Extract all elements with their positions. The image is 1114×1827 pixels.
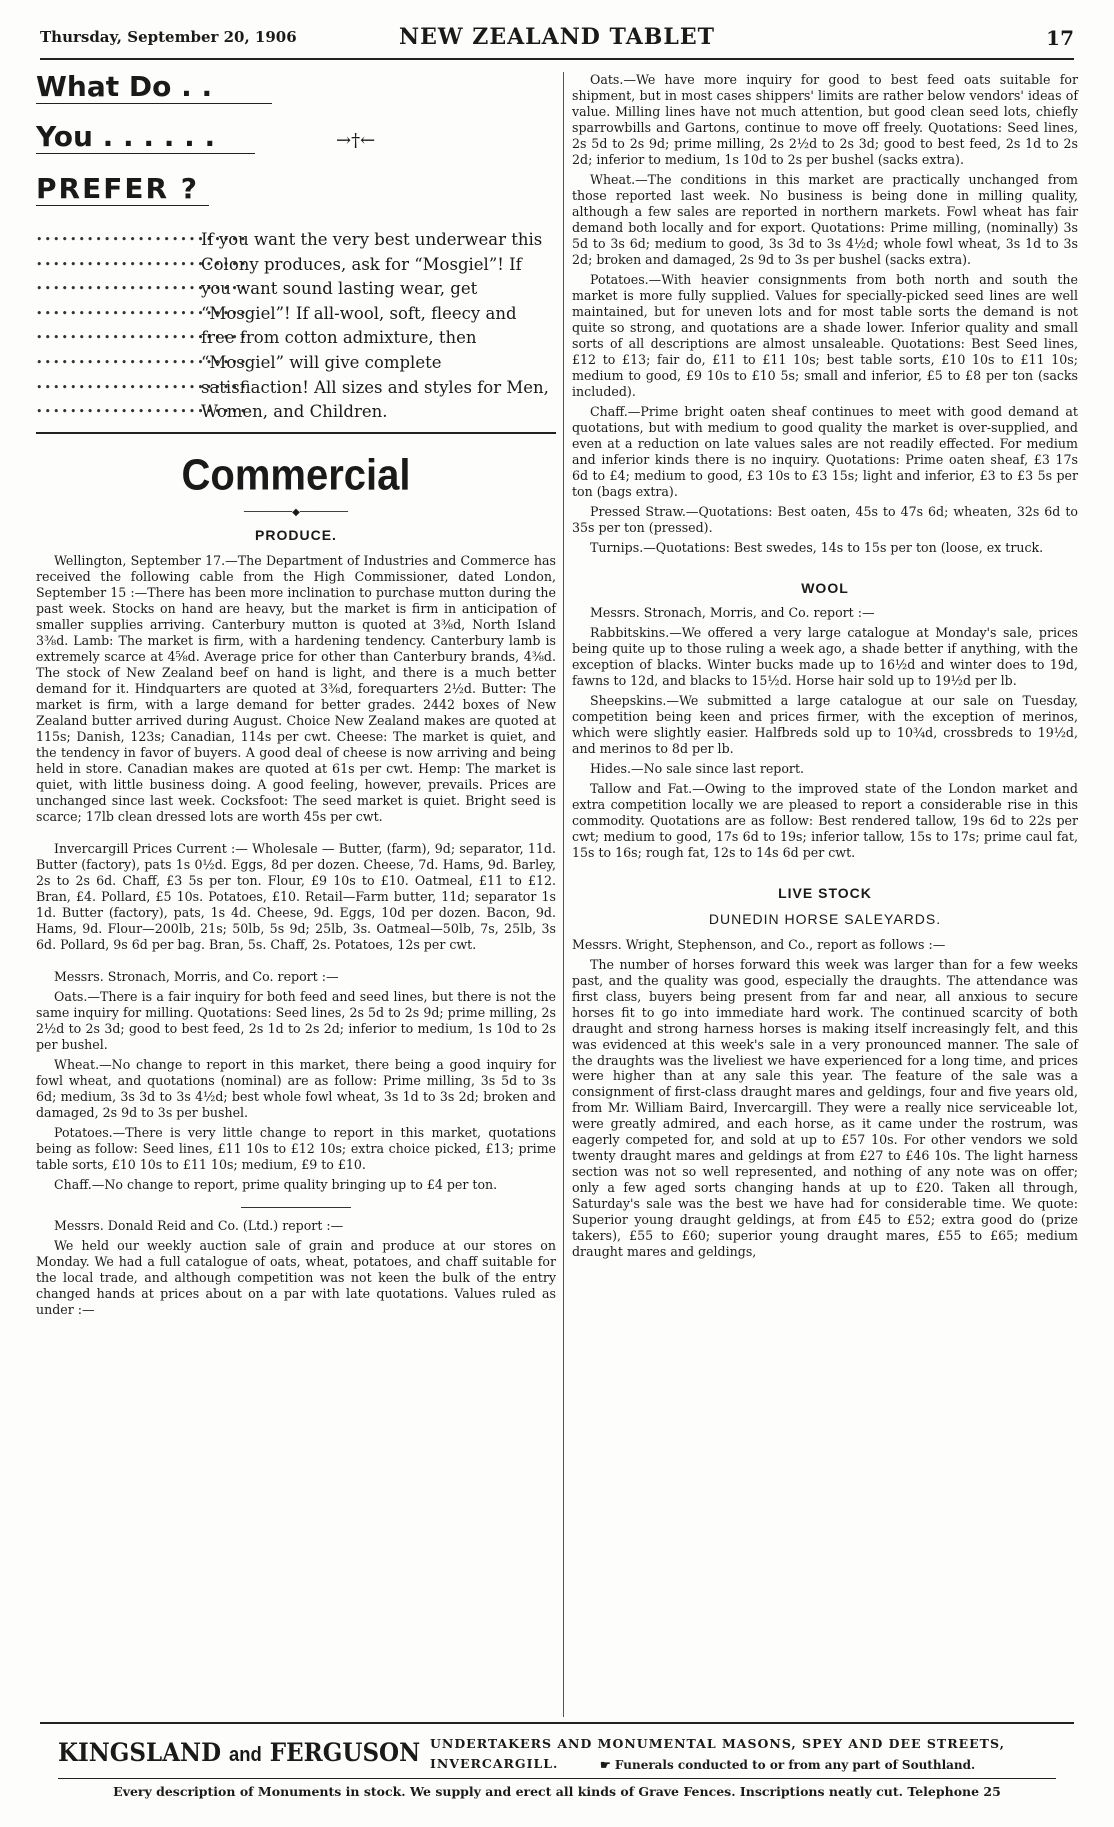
paragraph: Tallow and Fat.—Owing to the improved state of the London market and extra competition locally we are pleased to report a considerable rise in this commodity. Quotations are as follow: Best rendered tallow, 19s 6d to 22s per cwt; medium to good, 17s 6d to 19s; inferior tallow, 15s to 17s; prime caul fat, 15s to 16s; rough fat, 12s to 14s 6d per cwt.	[572, 781, 1078, 861]
advert-line-3: PREFER ?	[36, 174, 209, 206]
footer-bottom-line: Every description of Monuments in stock. We supply and erect all kinds of Grave Fences. Inscriptions neatly cut. Telephone 25	[113, 1784, 1001, 1799]
paragraph: Chaff.—Prime bright oaten sheaf continues to meet with good demand at quotations, but with medium to good quality the market is over-supplied, and even at a reduction on late values sales are not readily effected. For medium and inferior kinds there is no inquiry. Quotations: Prime oaten sheaf, £3 17s 6d to £4; medium to good, £3 10s to £3 15s; light and inferior, £3 to £3 5s per ton (bags extra).	[572, 403, 1078, 499]
paragraph: Oats.—There is a fair inquiry for both feed and seed lines, but there is not the same inquiry for milling. Quotations: Seed lines, 2s 5d to 2s 9d; prime milling, 2s 2½d to 2s 3d; good to best feed, 2s 1d to 2s 2d; inferior to medium, 1s 10d to 2s per bushel.	[36, 988, 556, 1052]
paragraph: We held our weekly auction sale of grain and produce at our stores on Monday. We had a full catalogue of oats, wheat, potatoes, and chaff suitable for the local trade, and although competition was not keen the bulk of the entry changed hands at prices about on a par with late quotations. Values ruled as under :—	[36, 1237, 556, 1317]
advert-line-2: You . . . . . .	[36, 122, 255, 154]
paragraph: Messrs. Stronach, Morris, and Co. report :—	[54, 968, 339, 984]
footer-services: UNDERTAKERS AND MONUMENTAL MASONS, SPEY AND DEE STREETS,	[430, 1736, 1005, 1751]
paragraph: Hides.—No sale since last report.	[590, 761, 805, 777]
footer-advert	[40, 1722, 1074, 1814]
footer-funerals: ☛ Funerals conducted to or from any part of Southland.	[600, 1758, 976, 1772]
dot-leader: •••••••••••••••••••••••••	[36, 282, 249, 296]
paragraph: Messrs. Wright, Stephenson, and Co., report as follows :—	[572, 936, 946, 952]
left-column	[36, 72, 556, 1322]
header-page-number: 17	[1046, 26, 1074, 50]
advert-dot-leaders	[36, 228, 249, 425]
live-stock-heading: LIVE STOCK	[778, 885, 872, 902]
paragraph: The number of horses forward this week was larger than for a few weeks past, and the quality was good, especially the draughts. The attendance was first class, buyers being present from far and near, all anxious to secure horses fit to go into immediate hard work. The continued scarcity of both draught and strong harness horses is making itself increasingly felt, and this was evidenced at this week's sale in a very pronounced manner. The sale of the draughts was the liveliest we have experienced for a long time, and prices were higher than at any sale this year. The feature of the sale was a consignment of first-class draught mares and geldings, four and five years old, from Mr. William Baird, Invercargill. They were a really nice serviceable lot, were greatly admired, and each horse, as it came under the rostrum, was eagerly competed for, and sold at up to £57 10s. For other vendors we sold twenty draught mares and geldings at from £27 to £46 10s. The light harness section was not so well represented, and nothing of any note was on offer; only a few aged sorts changing hands at up to £20. Taken all through, Saturday's sale was the best we have had for considerable time. We quote: Superior young draught geldings, at from £45 to £52; extra good do (prize takers), £55 to £60; superior young draught mares, £55 to £65; medium draught mares and geldings,	[572, 956, 1078, 1260]
brand-name-b: FERGUSON	[269, 1738, 421, 1767]
paragraph: Messrs. Stronach, Morris, and Co. report :—	[590, 605, 875, 621]
saleyards-heading: DUNEDIN HORSE SALEYARDS.	[708, 910, 942, 927]
paragraph: Wellington, September 17.—The Department of Industries and Commerce has received the following cable from the High Commissioner, dated London, September 15 :—There has been more inclination to purchase mutton during the past week. Stocks on hand are heavy, but the market is firm in anticipation of smaller supplies arriving. Canterbury mutton is quoted at 3⅜d, North Island 3⅜d. Lamb: The market is firm, with a hardening tendency. Canterbury lamb is extremely scarce at 4⅝d. Average price for other than Canterbury brands, 4⅜d. The stock of New Zealand beef on hand is light, and there is a much better demand for it. Hindquarters are quoted at 3⅜d, forequarters 2½d. Butter: The market is firm, with a large demand for better grades. 2442 boxes of New Zealand butter arrived during August. Choice New Zealand makes are quoted at 115s; Danish, 123s; Canadian, 114s per cwt. Cheese: The market is quiet, and the tendency in favor of buyers. A good deal of cheese is now arriving and being held in store. Canadian makes are quoted at 61s per cwt. Hemp: The market is quiet, with little business doing. A good feeling, however, prevails. Prices are unchanged since last week. Cocksfoot: The seed market is quiet. Bright seed is scarce; 17lb clean dressed lots are worth 45s per cwt.	[36, 553, 556, 824]
footer-town: INVERCARGILL.	[430, 1756, 559, 1771]
advert-line-1: What Do . .	[36, 72, 272, 104]
paragraph: Invercargill Prices Current :— Wholesale — Butter, (farm), 9d; separator, 11d. Butter (factory), pats 1s 0½d. Eggs, 8d per dozen. Cheese, 7d. Hams, 9d. Barley, 2s to 2s 6d. Chaff, £3 5s per ton. Flour, £9 10s to £10. Oatmeal, £11 to £12. Bran, £4. Pollard, £5 10s. Potatoes, £10. Retail—Farm butter, 11d; separator 1s 1d. Butter (factory), pats, 1s 4d. Cheese, 9d. Eggs, 10d per dozen. Bacon, 9d. Hams, 9d. Flour—200lb, 21s; 50lb, 5s 9d; 25lb, 3s. Oatmeal—50lb, 7s, 25lb, 3s 6d. Pollard, 9s 6d per bag. Bran, 5s. Chaff, 2s. Potatoes, 12s per cwt.	[36, 840, 556, 952]
divider	[241, 1207, 351, 1208]
paragraph: Wheat.—No change to report in this market, there being a good inquiry for fowl wheat, and quotations (nominal) are as follow: Prime milling, 3s 5d to 3s 6d; medium, 3s 3d to 3s 4½d; best whole fowl wheat, 3s 1d to 3s 2d; broken and damaged, 2s 9d to 3s per bushel.	[36, 1056, 556, 1120]
footer-rule	[58, 1778, 1056, 1779]
dot-leader: •••••••••••••••••••••••••	[36, 405, 249, 419]
dot-leader: •••••••••••••••••••••••••	[36, 355, 249, 369]
produce-heading: PRODUCE.	[255, 527, 337, 544]
paragraph: Pressed Straw.—Quotations: Best oaten, 45s to 47s 6d; wheaten, 32s 6d to 35s per ton (pressed).	[572, 503, 1078, 535]
column-divider	[563, 72, 564, 1717]
paragraph: Sheepskins.—We submitted a large catalogue at our sale on Tuesday, competition being keen and prices firmer, with the exception of merinos, which were slightly easier. Halfbreds sold up to 10¾d, crossbreds to 19½d, and merinos to 8d per lb.	[572, 693, 1078, 757]
header-date: Thursday, September 20, 1906	[40, 28, 297, 46]
header-title: NEW ZEALAND TABLET	[399, 24, 715, 50]
wool-heading: WOOL	[801, 579, 849, 596]
paragraph: Chaff.—No change to report, prime quality bringing up to £4 per ton.	[54, 1176, 498, 1192]
advert-body: If you want the very best underwear this Colony produces, ask for “Mosgiel”! If you want sound lasting wear, get “Mosgiel”! If all-wool, soft, fleecy and free from cotton admixture, then “Mosgiel” will give complete satisfiaction! All sizes and styles for Men, Women, and Children.	[201, 230, 549, 422]
dot-leader: •••••••••••••••••••••••••	[36, 233, 249, 246]
paragraph: Turnips.—Quotations: Best swedes, 14s to 15s per ton (loose, ex truck.	[590, 539, 1044, 555]
paragraph: Wheat.—The conditions in this market are practically unchanged from those reported last week. No business is being done in milling quality, although a few sales are reported in northern markets. Fowl wheat has fair demand both locally and for export. Quotations: Prime milling, (nominally) 3s 5d to 3s 6d; medium to good, 3s 3d to 3s 4½d; whole fowl wheat, 3s 1d to 3s 2d; broken and damaged, 2s 9d to 3s per bushel (sacks extra).	[572, 171, 1078, 267]
paragraph: Potatoes.—With heavier consignments from both north and south the market is more fully supplied. Values for specially-picked seed lines are well maintained, but for uneven lots and for most table sorts the demand is not quite so strong, and quotations are a shade lower. Inferior quality and small sorts of all descriptions are almost unsaleable. Quotations: Best Seed lines, £12 to £13; fair do, £11 to £11 10s; best table sorts, £10 10s to £11 10s; medium to good, £9 10s to £10 5s; small and inferior, £5 to £8 per ton (sacks included).	[572, 271, 1078, 399]
page-header	[40, 20, 1074, 60]
paragraph: Rabbitskins.—We offered a very large catalogue at Monday's sale, prices being quite up to those ruling a week ago, a shade better if anything, with the exception of blacks. Winter bucks made up to 16½d and winter does to 19d, fawns to 12d, and blacks to 15½d. Horse hair sold up to 19½d per lb.	[572, 625, 1078, 689]
dot-leader: •••••••••••••••••••••••••	[36, 331, 249, 345]
dot-leader: •••••••••••••••••••••••••	[36, 257, 249, 271]
dot-leader: •••••••••••••••••••••••••	[36, 306, 249, 320]
paragraph: Messrs. Donald Reid and Co. (Ltd.) report :—	[54, 1217, 344, 1233]
ornament-icon: →†←	[336, 130, 376, 151]
brand-and: and	[229, 1744, 262, 1766]
commercial-title: Commercial	[181, 450, 411, 500]
right-column	[572, 72, 1078, 1264]
footer-brand	[58, 1738, 420, 1767]
mosgiel-advert	[36, 72, 556, 434]
dot-leader: •••••••••••••••••••••••••	[36, 380, 249, 394]
brand-name-a: KINGSLAND	[58, 1738, 222, 1767]
diamond-rule-icon: ────────◆────────	[243, 506, 349, 518]
paragraph: Potatoes.—There is very little change to report in this market, quotations being as follow: Seed lines, £11 10s to £12 10s; extra choice picked, £13; prime table sorts, £10 10s to £11 10s; medium, £9 to £10.	[36, 1124, 556, 1172]
paragraph: Oats.—We have more inquiry for good to best feed oats suitable for shipment, but in most cases shippers' limits are rather below vendors' ideas of value. Milling lines have not much attention, but good clean seed lots, chiefly sparrowbills and Gartons, continue to move off freely. Quotations: Seed lines, 2s 5d to 2s 9d; prime milling, 2s 2½d to 2s 3d; good to best feed, 2s 1d to 2s 2d; inferior to medium, 1s 10d to 2s per bushel (sacks extra).	[572, 72, 1078, 167]
